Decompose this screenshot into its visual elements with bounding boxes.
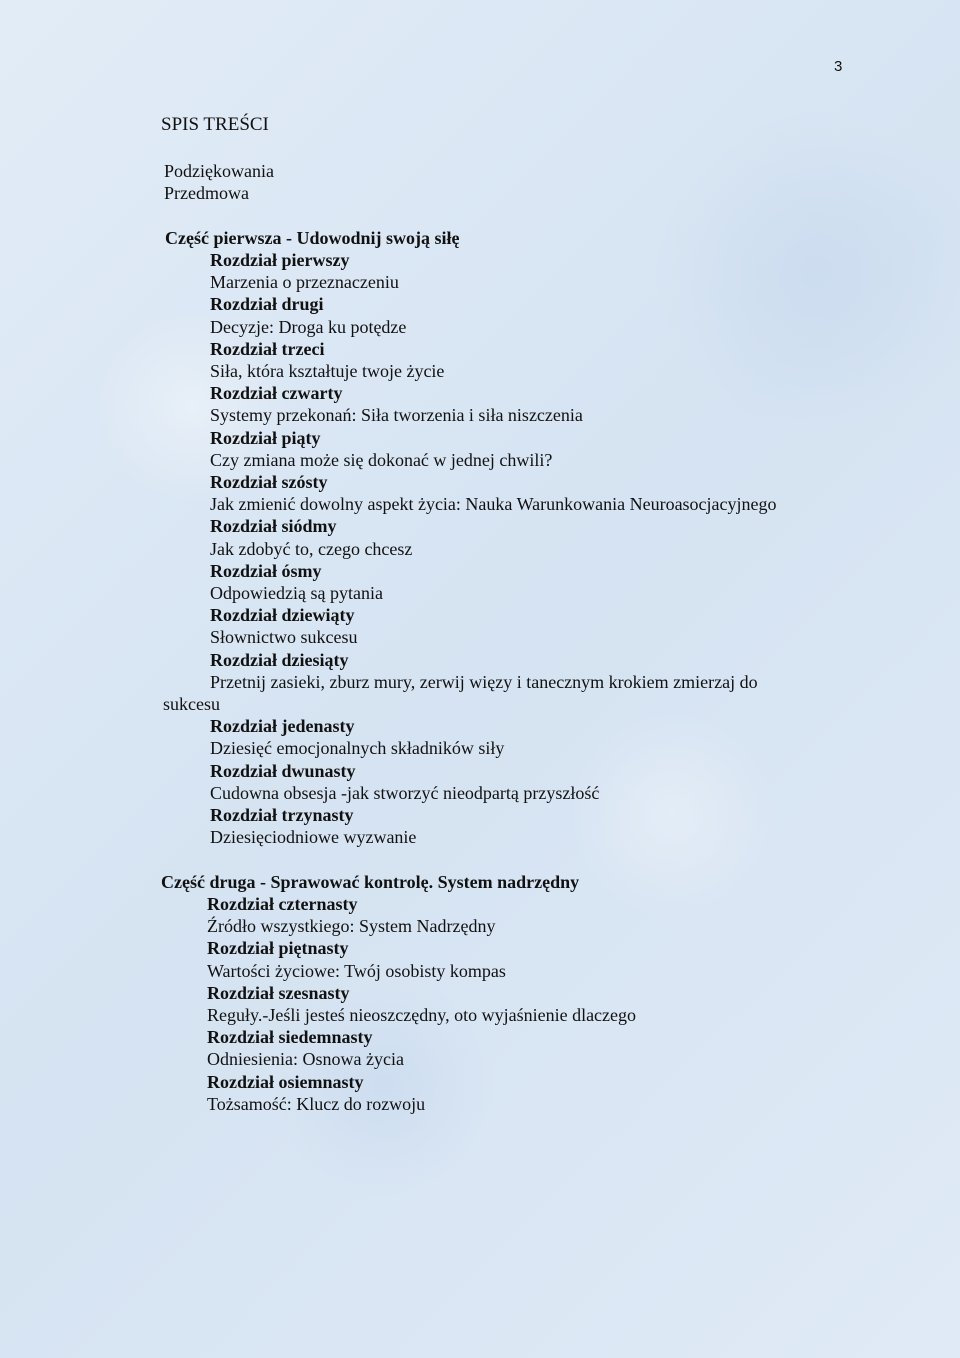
chapter-title[interactable]: Decyzje: Droga ku potędze (210, 316, 407, 337)
chapter-title[interactable]: Odniesienia: Osnowa życia (207, 1049, 404, 1070)
toc-entry-preface[interactable]: Przedmowa (164, 183, 249, 204)
chapter-label[interactable]: Rozdział czternasty (207, 894, 358, 914)
chapter-title[interactable]: Siła, która kształtuje twoje życie (210, 361, 445, 382)
chapter-label[interactable]: Rozdział ósmy (210, 560, 322, 581)
chapter-label[interactable]: Rozdział pierwszy (210, 250, 350, 270)
chapter-label[interactable]: Rozdział siódmy (210, 516, 337, 537)
chapter-title[interactable]: Przetnij zasieki, zburz mury, zerwij więzy i tanecznym krokiem zmierzaj do (210, 671, 758, 692)
chapter-title[interactable]: Wartości życiowe: Twój osobisty kompas (207, 960, 506, 981)
chapter-title[interactable]: Jak zdobyć to, czego chcesz (210, 538, 413, 559)
chapter-label[interactable]: Rozdział osiemnasty (207, 1071, 364, 1092)
part1-title[interactable]: Część pierwsza - Udowodnij swoją siłę (165, 228, 460, 248)
chapter-label[interactable]: Rozdział drugi (210, 294, 324, 315)
chapter-title[interactable]: Dziesięć emocjonalnych składników siły (210, 738, 505, 759)
toc-entry-acknowledgements[interactable]: Podziękowania (164, 161, 274, 181)
toc-title: SPIS TREŚCI (161, 114, 269, 135)
chapter-title[interactable]: Jak zmienić dowolny aspekt życia: Nauka Warunkowania Neuroasocjacyjnego (210, 494, 777, 515)
chapter-title[interactable]: Odpowiedzią są pytania (210, 583, 383, 604)
chapter-label[interactable]: Rozdział szesnasty (207, 982, 350, 1003)
part2-chapters (207, 893, 636, 1115)
chapter-label[interactable]: Rozdział trzeci (210, 338, 325, 359)
chapter-title[interactable]: Tożsamość: Klucz do rozwoju (207, 1093, 426, 1114)
chapter-label[interactable]: Rozdział trzynasty (210, 805, 354, 826)
chapter-label[interactable]: Rozdział szósty (210, 472, 328, 493)
chapter-label[interactable]: Rozdział siedemnasty (207, 1027, 373, 1048)
chapter-label[interactable]: Rozdział jedenasty (210, 716, 355, 737)
chapter-label[interactable]: Rozdział dziewiąty (210, 605, 355, 626)
front-matter (164, 160, 274, 204)
chapter-title[interactable]: Cudowna obsesja -jak stworzyć nieodpartą przyszłość (210, 782, 600, 803)
part1-chapters (163, 249, 777, 848)
chapter-title[interactable]: Dziesięciodniowe wyzwanie (210, 827, 417, 848)
chapter-label[interactable]: Rozdział piętnasty (207, 938, 349, 959)
chapter-title[interactable]: Marzenia o przeznaczeniu (210, 272, 399, 293)
chapter-label[interactable]: Rozdział dziesiąty (210, 649, 349, 670)
chapter-title[interactable]: Źródło wszystkiego: System Nadrzędny (207, 916, 496, 937)
chapter-title[interactable]: Słownictwo sukcesu (210, 627, 358, 648)
page-number: 3 (834, 58, 843, 75)
chapter-title-continued[interactable]: sukcesu (163, 694, 220, 715)
chapter-title[interactable]: Systemy przekonań: Siła tworzenia i siła niszczenia (210, 405, 583, 426)
part2-title[interactable]: Część druga - Sprawować kontrolę. System nadrzędny (161, 872, 580, 892)
chapter-label[interactable]: Rozdział czwarty (210, 383, 343, 404)
chapter-label[interactable]: Rozdział dwunasty (210, 760, 356, 781)
chapter-label[interactable]: Rozdział piąty (210, 427, 321, 448)
chapter-title[interactable]: Czy zmiana może się dokonać w jednej chwili? (210, 449, 553, 470)
chapter-title[interactable]: Reguły.-Jeśli jesteś nieoszczędny, oto wyjaśnienie dlaczego (207, 1005, 637, 1026)
